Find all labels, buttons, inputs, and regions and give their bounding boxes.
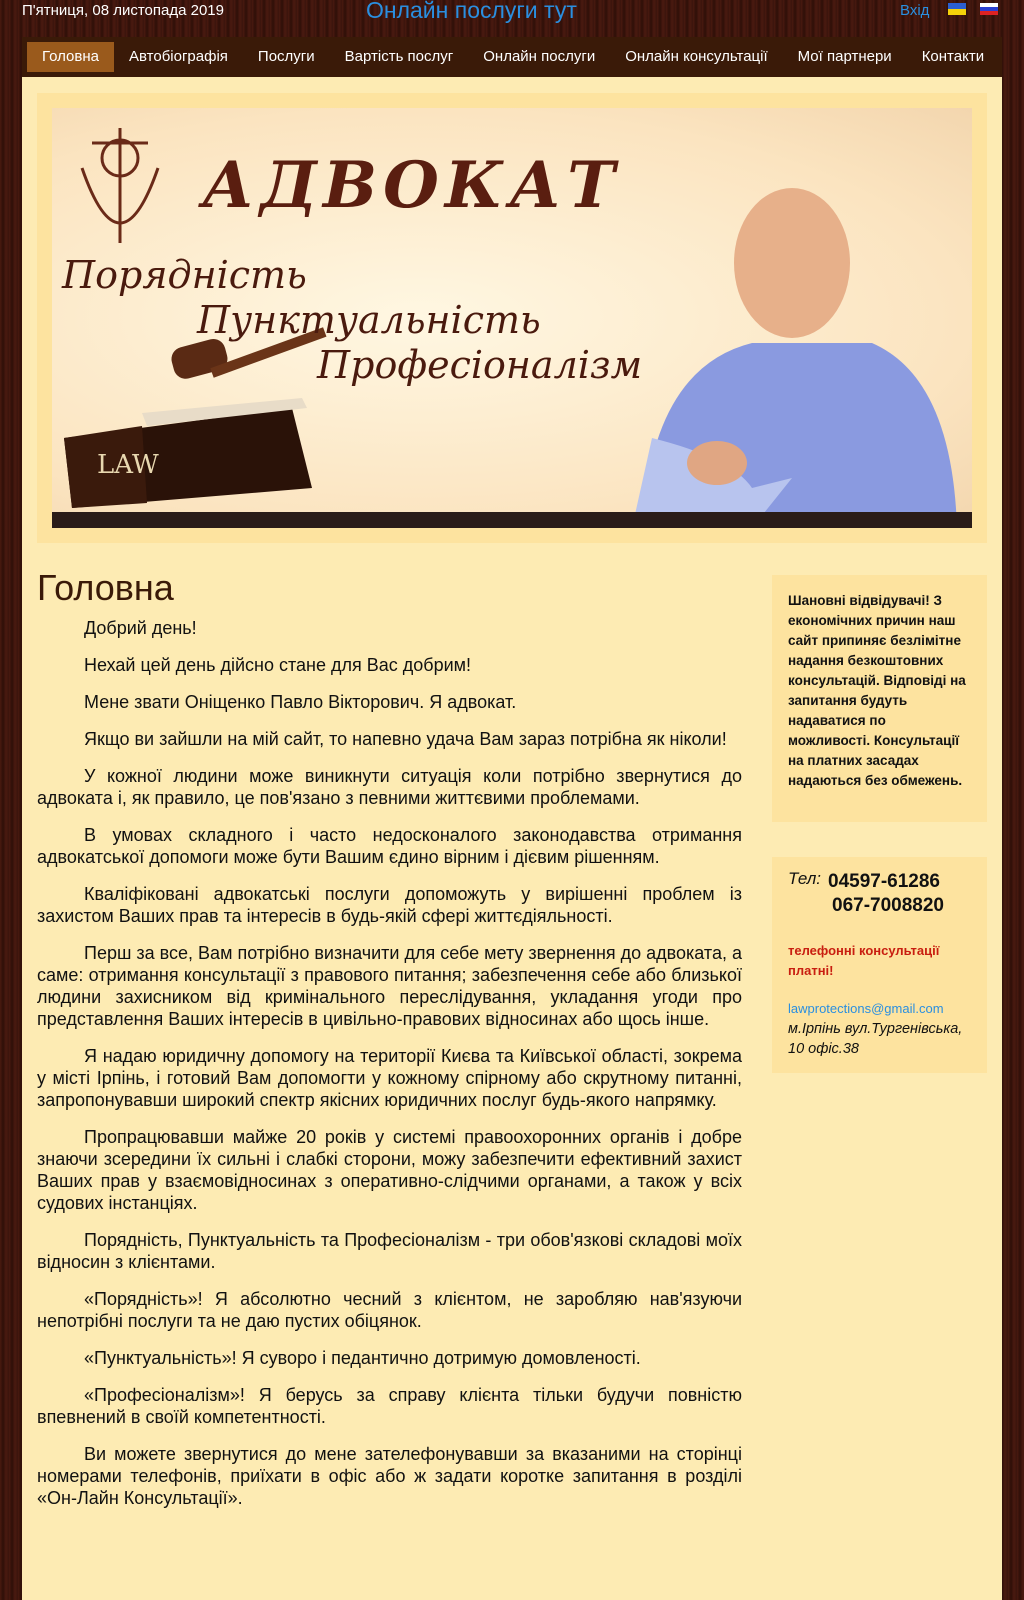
banner-word-professionalism: Професіоналізм: [317, 343, 643, 387]
nav-item-partners[interactable]: Мої партнери: [797, 48, 892, 65]
login-link[interactable]: Вхід: [900, 2, 930, 19]
paragraph: Перш за все, Вам потрібно визначити для себе мету звернення до адвоката, а саме: отримання консультації з правового питання; забезпечення себе або близької людини захисником від кримінального переслідування, укладання угоди про представлення Ваших інтересів в цивільно-правових відносинах або щось інше.: [37, 943, 742, 1029]
email-link[interactable]: lawprotections@gmail.com: [788, 1001, 944, 1016]
nav-item-services[interactable]: Послуги: [257, 48, 315, 65]
current-date: П'ятниця, 08 листопада 2019: [22, 2, 224, 19]
paragraph: В умовах складного і часто недосконалого законодавства отримання адвокатської допомоги може бути Вашим єдино вірним і дієвим рішенням.: [37, 825, 742, 867]
banner-word-decency: Порядність: [62, 253, 307, 297]
paragraph: Порядність, Пунктуальність та Професіоналізм - три обов'язкові складові моїх відносин з клієнтами.: [37, 1230, 742, 1272]
phone-label: Тел:: [788, 869, 822, 888]
paragraph: Нехай цей день дійсно стане для Вас добрим!: [84, 655, 472, 675]
sidebar-notice: Шановні відвідувачі! З економічних причин наш сайт припиняє безлімітне надання безкоштовних консультацій. Відповіді на запитання будуть надаватися по можливості. Консультації на платних засадах надаються без обмежень.: [772, 575, 987, 822]
paragraph: Я надаю юридичну допомогу на території Києва та Київської області, зокрема у місті Ірпінь, і готовий Вам допомогти у кожному спірному або скрутному питанні, запропонувавши широкий спектр якісних юридичних послуг будь-якого напрямку.: [37, 1046, 742, 1110]
sidebar-contacts: [772, 857, 987, 1073]
paragraph: У кожної людини може виникнути ситуація коли потрібно звернутися до адвоката і, як правило, це пов'язано з певними життєвими проблемами.: [37, 766, 742, 808]
page-title: Головна: [37, 567, 174, 608]
content-area: [22, 77, 1002, 1600]
banner-title: АДВОКАТ: [202, 148, 621, 223]
book-label: LAW: [97, 450, 159, 480]
paragraph: Мене звати Оніщенко Павло Вікторович. Я адвокат.: [84, 692, 517, 712]
nav-item-autobiography[interactable]: Автобіографія: [129, 48, 228, 65]
phone-number-2[interactable]: 067-7008820: [832, 895, 944, 916]
paragraph: «Професіоналізм»! Я берусь за справу клієнта тільки будучи повністю впевнений в своїй компетентності.: [37, 1385, 742, 1427]
phone-number-1[interactable]: 04597-61286: [828, 871, 940, 892]
paragraph: Ви можете звернутися до мене зателефонувавши за вказаними на сторінці номерами телефонів, приїхати в офіс або ж задати коротке запитання в розділі «Он-Лайн Консультації».: [37, 1444, 742, 1508]
online-services-link[interactable]: Онлайн послуги тут: [366, 0, 577, 23]
header-banner: [52, 108, 972, 528]
paragraph: Кваліфіковані адвокатські послуги допоможуть у вирішенні проблем із захистом Ваших прав та інтересів в будь-якій сфері життєдіяльності.: [37, 884, 742, 926]
paragraph: Добрий день!: [84, 618, 197, 638]
lawyer-photo: [632, 188, 957, 528]
banner-frame: [37, 93, 987, 543]
russian-flag-icon[interactable]: [980, 3, 998, 15]
nav-item-home[interactable]: Головна: [27, 42, 114, 72]
nav-item-online-consultations[interactable]: Онлайн консультації: [625, 48, 768, 65]
top-bar: [0, 0, 1024, 36]
paragraph: «Пунктуальність»! Я суворо і педантично дотримую домовленості.: [84, 1348, 641, 1368]
paid-consultation-note: телефонні консультації платні!: [788, 943, 940, 978]
nav-item-contacts[interactable]: Контакти: [921, 48, 985, 65]
themis-emblem-icon: [82, 128, 158, 243]
banner-word-punctuality: Пунктуальність: [197, 298, 541, 342]
paragraph: Пропрацювавши майже 20 років у системі правоохоронних органів і добре знаючи зсередини їх сильні і слабкі сторони, можу забезпечити ефективний захист Ваших прав у взаємовідносинах з оперативно-слідчими органами, а також у всіх судових інстанціях.: [37, 1127, 742, 1213]
paragraph: Якщо ви зайшли на мій сайт, то напевно удача Вам зараз потрібна як ніколи!: [84, 729, 727, 749]
banner-bottom-strip: [52, 512, 972, 528]
main-article: [37, 567, 742, 1524]
main-navigation: [22, 37, 1002, 77]
paragraph: «Порядність»! Я абсолютно чесний з клієнтом, не заробляю нав'язуючи непотрібні послуги та не даю пустих обіцянок.: [37, 1289, 742, 1331]
nav-item-prices[interactable]: Вартість послуг: [344, 48, 454, 65]
ukrainian-flag-icon[interactable]: [948, 3, 966, 15]
office-address: м.Ірпінь вул.Тургенівська, 10 офіс.38: [788, 1021, 963, 1057]
nav-item-online-services[interactable]: Онлайн послуги: [483, 48, 596, 65]
